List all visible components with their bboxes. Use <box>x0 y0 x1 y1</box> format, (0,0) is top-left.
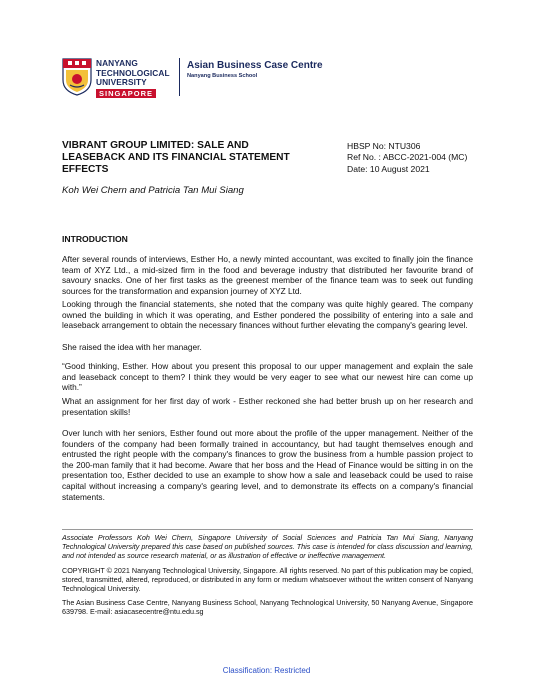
ntu-name-line-1: NANYANG <box>96 58 138 68</box>
paragraph-6: Over lunch with her seniors, Esther found out more about the profile of the upper management. Neither of the founders of the company had been formally trained in accountancy, but had taught themselves enough and entrusted the right people with the company's finances to grow the business from a humble passion project to the 200-man family that it had become. Aware that her boss and the Head of Finance would be sitting in on the presentation too, Esther decided to use an example to show how a sale and leaseback could be used to raise capital without increasing a company's gearing level, and to demonstrate its effects on a company's financial statements. <box>62 428 473 502</box>
paragraph-1: After several rounds of interviews, Esther Ho, a newly minted accountant, was excited to finally join the finance team of XYZ Ltd., a mid-sized firm in the food and beverage industry that distributed her favourite brand of savoury snacks. One of her first tasks as the greenest member of the finance team was to seek out funding sources for the transformation and expansion journey of XYZ Ltd. <box>62 254 473 296</box>
centre-name: Asian Business Case Centre <box>187 60 323 71</box>
ntu-crest-logo <box>62 58 92 96</box>
case-date: Date: 10 August 2021 <box>347 163 430 174</box>
ntu-country-badge: SINGAPORE <box>96 89 156 99</box>
classification-label: Classification: Restricted <box>222 666 311 675</box>
ref-number: Ref No. : ABCC-2021-004 (MC) <box>347 152 468 163</box>
hbsp-number: HBSP No: NTU306 <box>347 141 421 151</box>
paragraph-4: “Good thinking, Esther. How about you present this proposal to our upper management and explain the sale and leaseback concept to them? I think they would be very eager to see what our newest hire can come up with.” <box>62 361 473 393</box>
footer-note: Associate Professors Koh Wei Chern, Singapore University of Social Sciences and Patricia Tan Mui Siang, Nanyang Technological University prepared this case based on published sources. This case is intended for class discussion and learning, and not intended as source research material, or as illustration of effective or ineffective management. <box>62 533 473 561</box>
footer-rule <box>62 529 473 530</box>
case-reference-block <box>347 141 467 175</box>
ntu-wordmark <box>96 59 170 98</box>
ntu-name-line-3: UNIVERSITY <box>96 77 147 88</box>
section-heading: INTRODUCTION <box>62 234 128 244</box>
case-authors: Koh Wei Chern and Patricia Tan Mui Siang <box>62 185 244 196</box>
paragraph-5: What an assignment for her first day of work - Esther reckoned she had better brush up on her research and presentation skills! <box>62 396 473 417</box>
footer-address: The Asian Business Case Centre, Nanyang Business School, Nanyang Technological University, 50 Nanyang Avenue, Singapore 639798. E-mail: asiacasecentre@ntu.edu.sg <box>62 598 473 617</box>
ntu-name-line-2: TECHNOLOGICAL <box>96 67 170 78</box>
footer-copyright: COPYRIGHT © 2021 Nanyang Technological University, Singapore. All rights reserved. No part of this publication may be copied, stored, transmitted, altered, reproduced, or distributed in any form or medium whatsoever without the written consent of Nanyang Technological University. <box>62 566 473 594</box>
case-title: VIBRANT GROUP LIMITED: SALE AND LEASEBACK AND ITS FINANCIAL STATEMENT EFFECTS <box>62 140 290 176</box>
paragraph-2: Looking through the financial statements, she noted that the company was quite highly geared. The company owned the building in which it was operating, and Esther pondered the possibility of entering into a sale and leaseback arrangement to obtain the necessary finances without further elevating the company's gearing level. <box>62 299 473 331</box>
logo-divider <box>179 58 180 96</box>
school-name: Nanyang Business School <box>187 73 258 79</box>
paragraph-3: She raised the idea with her manager. <box>62 342 202 352</box>
